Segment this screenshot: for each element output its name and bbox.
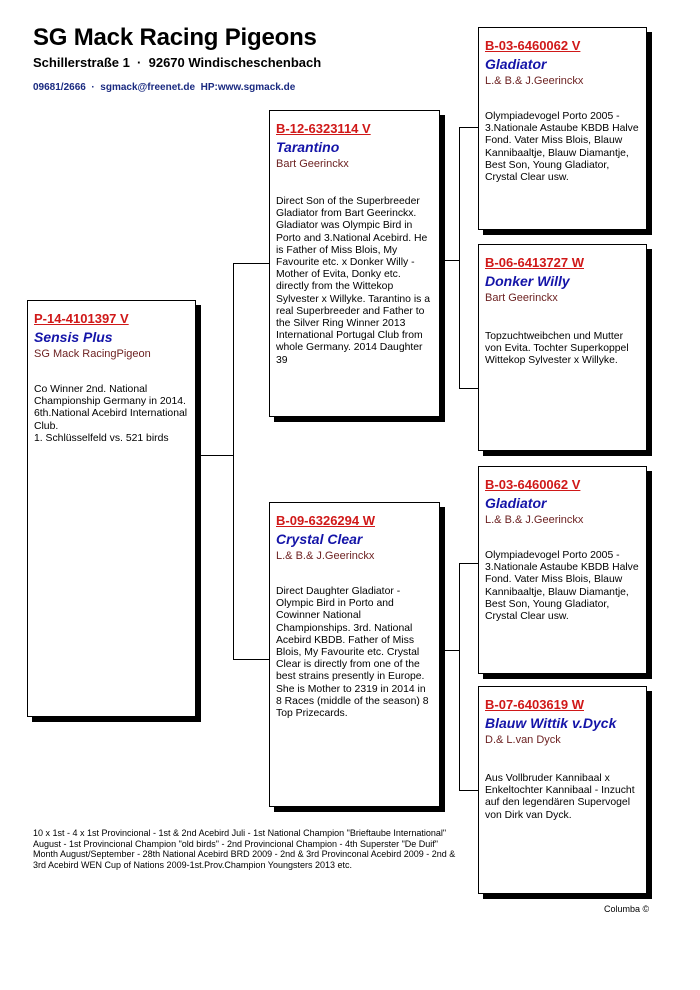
pigeon-info: Co Winner 2nd. National Championship Germany in 2014. 6th.National Acebird International Club. 1. Schlüsselfeld vs. 521 birds (34, 384, 188, 444)
connector-father-vertical (459, 127, 460, 389)
breeder: D.& L.van Dyck (485, 734, 561, 746)
footer-credit: Columba © (604, 904, 650, 914)
pigeon-info: Olympiadevogel Porto 2005 - 3.Nationale Astaube KBDB Halve Fond. Vater Miss Blois, Blauw Kannibaaltje, Blauw Diamantje, Best Son, Young Gladiator, Crystal Clear usw. (485, 111, 639, 184)
connector-main-vertical (233, 263, 234, 660)
connector-mm (459, 790, 478, 791)
breeder: SG Mack RacingPigeon (34, 348, 151, 360)
contact-info: 09681/2666 · sgmack@freenet.de HP:www.sgmack.de (33, 82, 296, 93)
pedigree-card-main (27, 300, 196, 717)
breeder: L.& B.& J.Geerinckx (276, 550, 375, 562)
address: Schillerstraße 1 · 92670 Windischeschenbach (33, 55, 322, 70)
connector-ff (459, 127, 478, 128)
pedigree-card-mm (478, 686, 647, 894)
connector-mother (233, 659, 269, 660)
connector-mf (459, 563, 478, 564)
pedigree-card-mf (478, 466, 647, 674)
pigeon-info: Direct Daughter Gladiator - Olympic Bird in Porto and Cowinner National Championships. 3rd. National Acebird KBDB. Father of Miss Blois, My Favourite etc. Crystal Clear is directly from one of the best strains presently in Europe. She is Mother to 2319 in 2014 in 8 Races (middle of the season) 8 Top Prizecards. (276, 586, 429, 720)
pigeon-name: Sensis Plus (34, 329, 113, 345)
connector-mother-vertical (459, 563, 460, 791)
pedigree-card-mother (269, 502, 440, 807)
pedigree-card-father (269, 110, 440, 417)
pedigree-card-ff (478, 27, 647, 230)
connector-father-out (440, 260, 460, 261)
pigeon-name: Blauw Wittik v.Dyck (485, 715, 617, 731)
pigeon-info: Aus Vollbruder Kannibaal x Enkeltochter Kannibaal - Inzucht auf den legendären Supervogel von Dirk van Dyck. (485, 773, 635, 821)
pigeon-name: Crystal Clear (276, 531, 363, 547)
pigeon-name: Donker Willy (485, 273, 570, 289)
ring-number: B-07-6403619 W (485, 697, 584, 712)
connector-main (196, 455, 234, 456)
pigeon-info: Topzuchtweibchen und Mutter von Evita. Tochter Superkoppel Wittekop Sylvester x Willyke. (485, 331, 629, 367)
achievements-text: 10 x 1st - 4 x 1st Provincional - 1st & 2nd Acebird Juli - 1st National Champion "Brieftaube International" August - 1st Provincional Champion "old birds" - 2nd Provincional Champion - 4th Superster "De Duif" Month August/September - 28th National Acebird BRD 2009 - 2nd & 3rd Provinconal Acebird 2009 - 2nd & 3rd Acebird WEN Cup of Nations 2009-1st.Prov.Champion Youngsters 2013 etc. (33, 828, 456, 870)
page-title: SG Mack Racing Pigeons (33, 24, 317, 51)
ring-number: B-06-6413727 W (485, 255, 584, 270)
breeder: L.& B.& J.Geerinckx (485, 514, 584, 526)
connector-mother-out (440, 650, 460, 651)
ring-number: B-03-6460062 V (485, 477, 581, 492)
breeder: Bart Geerinckx (485, 292, 558, 304)
pedigree-card-fm (478, 244, 647, 451)
ring-number: B-03-6460062 V (485, 38, 581, 53)
pigeon-info: Direct Son of the Superbreeder Gladiator from Bart Geerinckx. Gladiator was Olympic Bird in Porto and 3.National Acebird. He is Father of Miss Blois, My Favourite etc. x Donker Willy - Mother of Evita, Donky etc. directly from the Wittekop Sylvester x Willyke. Tarantino is a real Superbreeder and Father to the Silver Ring Winner 2013 International Portugal Club from whole Germany. 2014 Daughter 39 (276, 196, 430, 366)
pigeon-name: Gladiator (485, 56, 547, 72)
ring-number: B-12-6323114 V (276, 121, 371, 136)
connector-father (233, 263, 269, 264)
breeder: Bart Geerinckx (276, 158, 349, 170)
breeder: L.& B.& J.Geerinckx (485, 75, 584, 87)
ring-number: P-14-4101397 V (34, 311, 129, 326)
pigeon-info: Olympiadevogel Porto 2005 - 3.Nationale Astaube KBDB Halve Fond. Vater Miss Blois, Blauw Kannibaaltje, Blauw Diamantje, Best Son, Young Gladiator, Crystal Clear usw. (485, 550, 639, 623)
pigeon-name: Tarantino (276, 139, 340, 155)
ring-number: B-09-6326294 W (276, 513, 375, 528)
pigeon-name: Gladiator (485, 495, 547, 511)
connector-fm (459, 388, 478, 389)
